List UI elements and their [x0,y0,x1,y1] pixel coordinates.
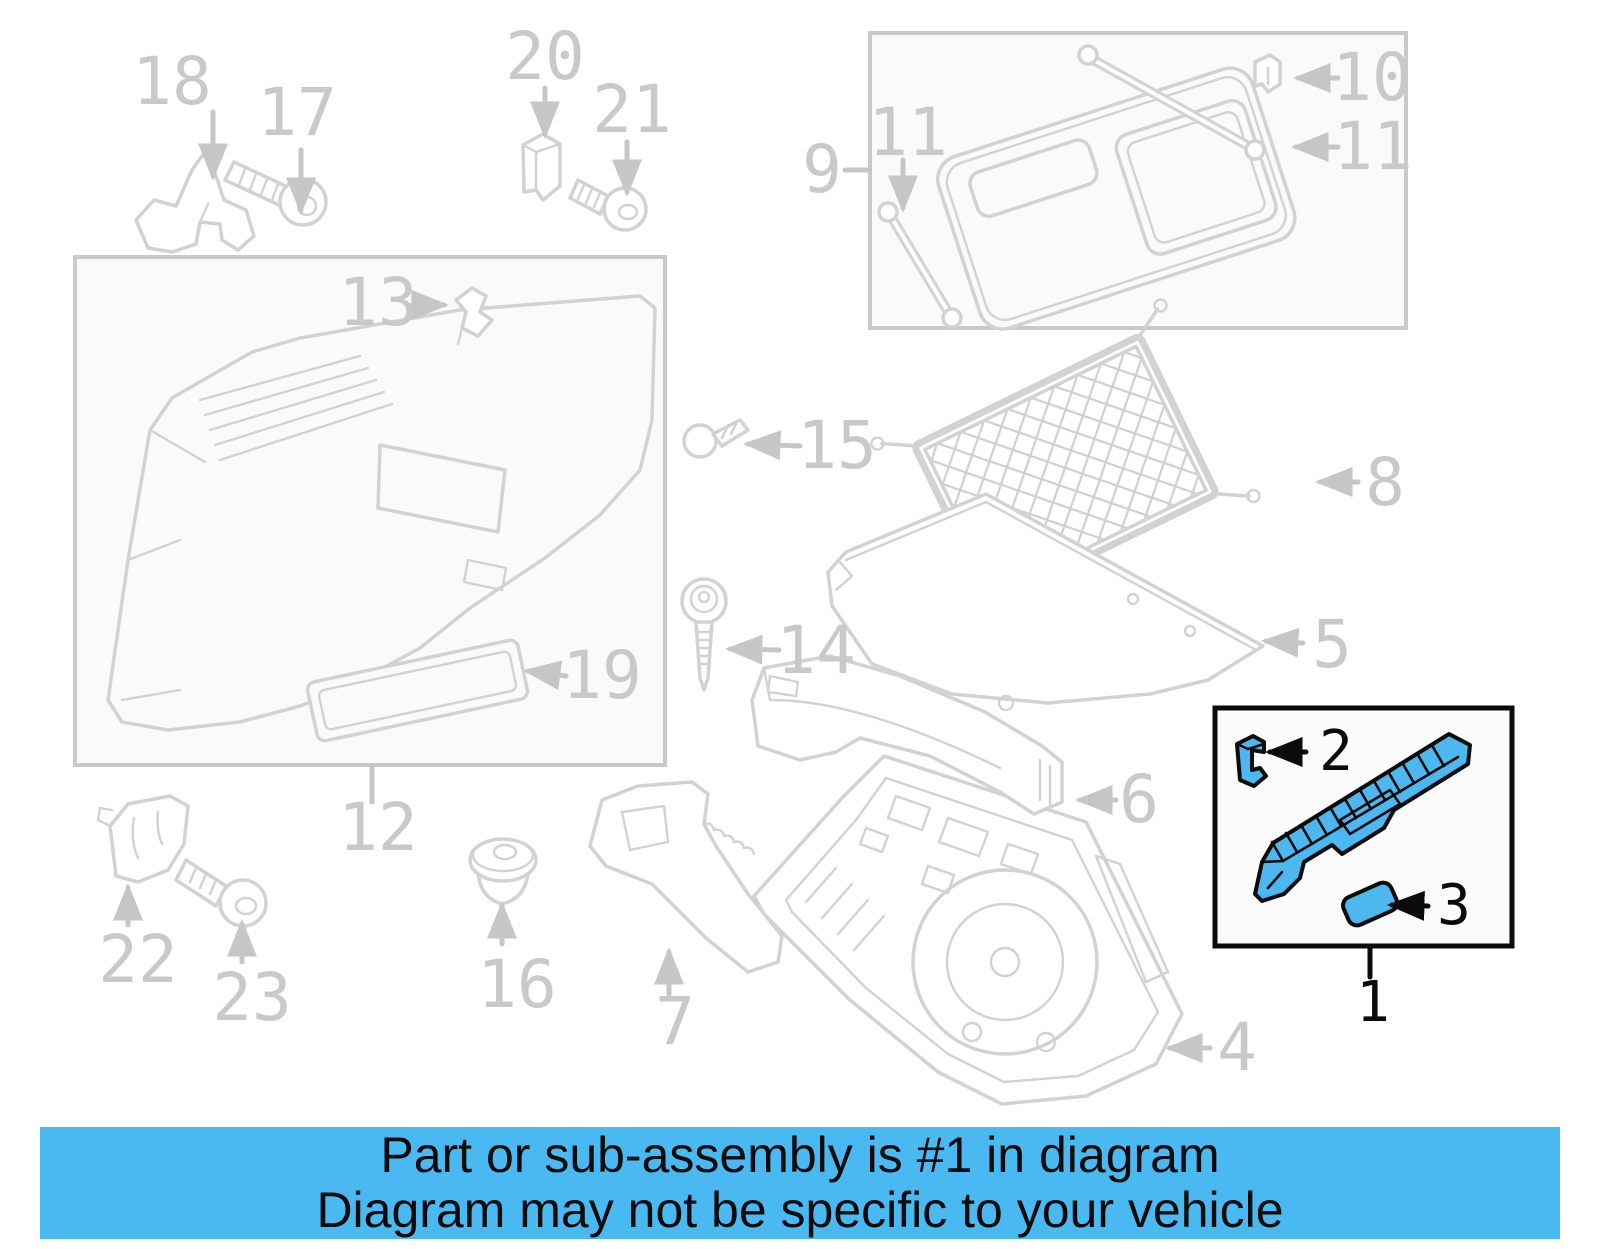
callout-label-18: 18 [132,43,212,120]
part-20-clip-art [523,134,560,200]
callout-label-4: 4 [1217,1009,1257,1086]
part-10-clip-art [1255,55,1280,92]
callout-label-11-right: 11 [1333,108,1413,185]
callout-label-11-left: 11 [868,94,948,171]
arrow-15 [748,444,800,446]
part-7-tool-foam-art [590,782,782,972]
callout-label-8: 8 [1365,444,1405,521]
caption-banner-line-2: Diagram may not be specific to your vehicle [316,1182,1284,1238]
part-16-grommet-art [470,839,536,904]
callout-label-9: 9 [802,131,842,208]
callout-label-2: 2 [1319,719,1353,784]
callout-label-23: 23 [212,959,292,1036]
part-21-screw-art [570,180,646,230]
callout-label-6: 6 [1119,761,1159,838]
part-22-bracket-art [98,796,188,882]
caption-banner [40,1127,1560,1239]
callout-label-14: 14 [776,612,856,689]
callout-label-10: 10 [1332,39,1412,116]
arrow-14 [730,649,779,650]
caption-banner-line-1: Part or sub-assembly is #1 in diagram [380,1127,1220,1183]
callout-label-3: 3 [1437,873,1471,938]
part-14-screw-art [682,579,726,690]
callout-label-5: 5 [1312,606,1352,683]
callout-label-19: 19 [562,637,642,714]
part-23-screw-art [176,860,266,926]
part-5-mat-art [828,494,1263,703]
callout-label-7: 7 [655,983,695,1060]
arrow-5 [1266,641,1303,643]
callout-label-12: 12 [338,789,418,866]
part-15-pin-art [684,420,748,457]
callout-label-15: 15 [797,407,877,484]
arrow-3 [1392,905,1428,906]
callout-label-16: 16 [477,946,557,1023]
callout-label-22: 22 [98,921,178,998]
callout-label-13: 13 [338,264,418,341]
callout-label-20: 20 [505,18,585,95]
callout-label-17: 17 [257,74,337,151]
callout-label-1: 1 [1356,970,1390,1035]
callout-label-21: 21 [592,71,672,148]
